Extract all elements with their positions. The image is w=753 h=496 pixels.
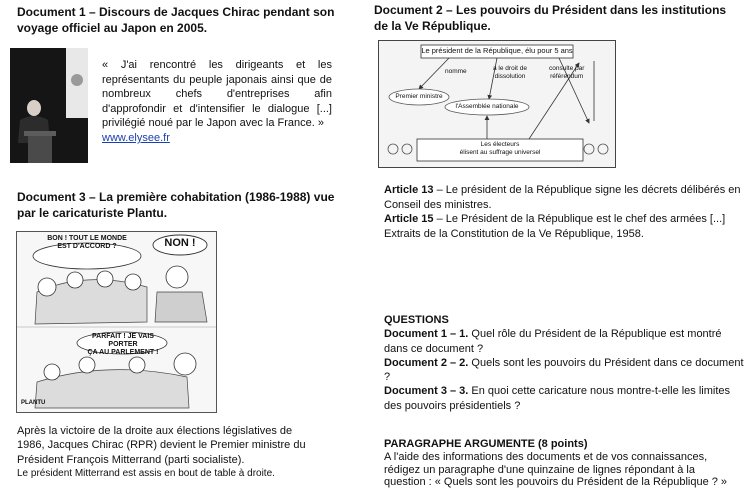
doc3-title-line2: par le caricaturiste Plantu. [17,205,168,220]
question-3-text: En quoi cette caricature nous montre-t-elle les limites des pouvoirs présidentiels ? [384,385,731,412]
paragraphe-line3: question : « Quels sont les pouvoirs du Président de la République ? » [384,476,728,489]
bubble-non: NON ! [164,237,196,249]
doc3-caption-line2: 1986, Jacques Chirac (RPR) devient le Premier ministre du [17,439,306,452]
question-1-text: Quel rôle du Président de la République est montré dans ce document ? [384,328,722,355]
diagram-electeurs-2: élisent au suffrage universel [459,149,541,156]
diagram-referendum [549,65,584,80]
question-3 [384,384,744,413]
questions-heading: QUESTIONS [384,314,449,326]
questions-section [384,313,744,413]
paragraphe-section [384,438,749,489]
diagram-electeurs-1: Les électeurs [480,141,520,148]
elysee-link[interactable]: www.elysee.fr [102,131,170,144]
doc2-title-line1: Document 2 – Les pouvoirs du Président dans les institutions [374,3,727,17]
question-2-text: Quels sont les pouvoirs du Président dans ce document ? [384,356,744,384]
question-1-label: Document 1 – 1. [384,328,469,341]
bubble-parlement [77,333,169,357]
doc2-title [374,3,744,34]
cartoon-drawing [17,232,216,412]
doc1-quote-text: « J'ai rencontré les dirigeants et les représentants du peuple japonais ainsi que de nombreux chefs d'entreprises afin d'approfondir et d'intensifier le dialogue [...] privilégié noué par le Japon avec la France. » [102,59,332,130]
diagram-president: Le président de la République, élu pour 5 ans [421,46,573,55]
question-2-label: Document 2 – 2. [384,356,469,369]
article-15-text: – Le Président de la République est le chef des armées [...] [433,213,726,225]
diagram-consulte-1: consulte par [549,65,585,72]
bubble-accord-1: BON ! TOUT LE MONDE [47,235,127,242]
chirac-photo [10,48,88,163]
diagram-consulte-2: référendum [550,72,584,80]
question-3-label: Document 3 – 3. [384,385,469,398]
diagram-dissolution [493,65,527,80]
diagram-electeurs [417,141,583,157]
doc3-title-line1: Document 3 – La première cohabitation (1986-1988) vue [17,190,335,204]
doc3-caption [17,424,347,481]
bubble-parlement-2: ÇA AU PARLEMENT ! [87,349,159,356]
doc3-caption-note: Le président Mitterrand est assis en bout de table à droite. [17,467,275,479]
doc3-caption-line3: Président François Mitterrand (parti socialiste). [17,453,245,466]
bubble-accord [39,235,135,251]
doc2-source: Extraits de la Constitution de la Ve République, 1958. [384,227,644,240]
plantu-cartoon [16,231,217,413]
plantu-signature: PLANTU [21,400,46,406]
article-13-label: Article 13 [384,184,434,196]
diagram-nomme: nomme [445,68,467,75]
institutions-diagram [378,40,616,168]
article-13 [384,183,744,212]
doc2-title-line2: de la Ve République. [374,18,491,33]
question-1 [384,327,744,356]
article-15-label: Article 15 [384,213,434,225]
article-13-text: – Le président de la République signe les décrets délibérés en Conseil des ministres. [384,184,741,211]
doc1-title-line1: Document 1 – Discours de Jacques Chirac pendant son [17,5,335,19]
bubble-parlement-1: PARFAIT ! JE VAIS PORTER [92,333,154,348]
paragraphe-line1: A l'aide des informations des documents et de vos connaissances, [384,450,708,463]
diagram-dissolution-1: a le droit de [493,65,527,72]
doc2-articles [384,183,744,241]
doc3-caption-line1: Après la victoire de la droite aux élections législatives de [17,425,293,437]
doc1-title [17,5,362,36]
doc3-title [17,190,362,221]
diagram-dissolution-2: dissolution [494,72,526,80]
bubble-accord-2: EST D'ACCORD ? [57,243,117,250]
chirac-photo-drawing [10,48,88,163]
question-2 [384,356,744,385]
paragraphe-heading: PARAGRAPHE ARGUMENTE (8 points) [384,438,588,450]
diagram-premier-ministre: Premier ministre [395,93,443,100]
paragraphe-line2: rédigez un paragraphe d'une quinzaine de lignes répondant à la [384,463,695,476]
doc1-quote [102,58,332,146]
article-15 [384,212,744,227]
diagram-assemblee: l'Assemblée nationale [455,103,519,110]
doc1-title-line2: voyage officiel au Japon en 2005. [17,20,208,35]
